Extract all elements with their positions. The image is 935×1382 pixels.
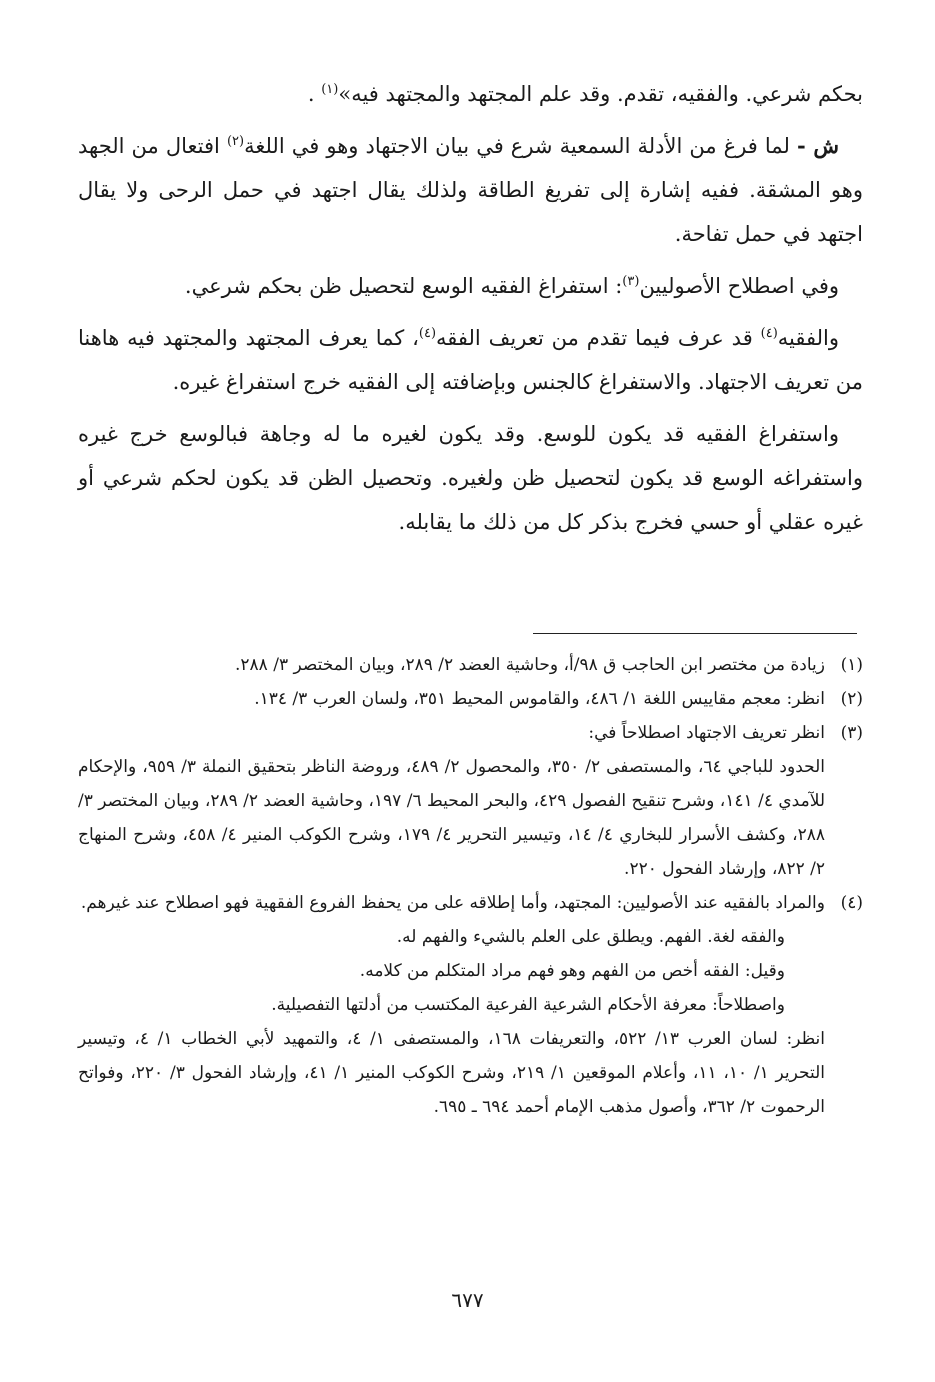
- footnotes: [78, 648, 863, 1124]
- footnote-4-line-3: واصطلاحاً: معرفة الأحكام الشرعية الفرعية المكتسب من أدلتها التفصيلية.: [271, 995, 785, 1015]
- footnote-ref-1: (١): [321, 82, 339, 97]
- footnote-number: (٤): [840, 893, 863, 913]
- footnote-ref-3: (٣): [622, 274, 640, 289]
- footnote-3: [78, 716, 863, 750]
- footnote-2: [78, 682, 863, 716]
- footnote-ref-2: (٢): [226, 134, 245, 149]
- footnote-ref-4a: (٤): [760, 326, 778, 341]
- footnote-4: [78, 886, 863, 920]
- paragraph-4: واستفراغ الفقيه قد يكون للوسع. وقد يكون لغيره ما له وجاهة فبالوسع خرج غيره واستفراغه الوسع قد يكون لتحصيل ظن ولغيره. وتحصيل الظن قد يكون لحكم شرعي أو غيره عقلي أو حسي فخرج بذكر كل من ذلك ما يقابله.: [78, 422, 863, 534]
- footnote-separator: [533, 633, 857, 634]
- main-text: [78, 72, 863, 552]
- footnote-4-line-2: وقيل: الفقه أخص من الفهم وهو فهم مراد المتكلم من كلامه.: [359, 961, 785, 981]
- paragraph-0: بحكم شرعي. والفقيه، تقدم. وقد علم المجتهد والمجتهد فيه»$^{(١)}$ .: [307, 82, 863, 106]
- footnote-text: والمراد بالفقيه عند الأصوليين: المجتهد، وأما إطلاقه على من يحفظ الفروع الفقهية فهو اصطلاح عند غيرهم.: [80, 893, 825, 913]
- footnote-number: (٢): [840, 689, 863, 709]
- footnote-text: انظر: معجم مقاييس اللغة ١/ ٤٨٦، والقاموس المحيط ٣٥١، ولسان العرب ٣/ ١٣٤.: [254, 689, 825, 709]
- footnote-number: (٣): [840, 723, 863, 743]
- footnote-text: انظر تعريف الاجتهاد اصطلاحاً في:: [588, 723, 825, 743]
- page-number: ٦٧٧: [451, 1288, 484, 1312]
- footnote-ref-4b: (٤): [418, 326, 437, 341]
- footnote-1: [78, 648, 863, 682]
- sharh-label: ش -: [796, 133, 839, 158]
- footnote-text: زيادة من مختصر ابن الحاجب ق ٩٨/أ، وحاشية العضد ٢/ ٢٨٩، وبيان المختصر ٣/ ٢٨٨.: [235, 655, 825, 675]
- footnote-4-references: انظر: لسان العرب ١٣/ ٥٢٢، والتعريفات ١٦٨، والمستصفى ١/ ٤، والتمهيد لأبي الخطاب ١/ ٤، وتيسير التحرير ١/ ١٠، ١١، وأعلام الموقعين ١/ ٢١٩، وشرح الكوكب المنير ١/ ٤١، وإرشاد الفحول ٣/ ٢٢٠، وفواتح الرحموت ٢/ ٣٦٢، وأصول مذهب الإمام أحمد ٦٩٤ ـ ٦٩٥.: [78, 1029, 826, 1117]
- footnote-4-line-1: والفقه لغة. الفهم. ويطلق على العلم بالشيء والفهم له.: [396, 927, 785, 947]
- paragraph-2: وفي اصطلاح الأصوليين$^{(٣)}$: استفراغ الفقيه الوسع لتحصيل ظن بحكم شرعي.: [184, 274, 839, 298]
- footnote-3-sources: الحدود للباجي ٦٤، والمستصفى ٢/ ٣٥٠، والمحصول ٢/ ٤٨٩، وروضة الناظر بتحقيق النملة ٣/ ٩٥٩، والإحكام للآمدي ٤/ ١٤١، وشرح تنقيح الفصول ٤٢٩، والبحر المحيط ٦/ ١٩٧، وحاشية العضد ٢/ ٢٨٩، وبيان المختصر ٣/ ٢٨٨، وكشف الأسرار للبخاري ٤/ ١٤، وتيسير التحرير ٤/ ١٧٩، وشرح الكوكب المنير ٤/ ٤٥٨، وشرح المنهاج ٢/ ٨٢٢، وإرشاد الفحول ٢٢٠.: [78, 757, 826, 879]
- footnote-number: (١): [840, 655, 863, 675]
- paragraph-1: ش - لما فرغ من الأدلة السمعية شرع في بيان الاجتهاد وهو في اللغة$^{(٢)}$ افتعال من الجهد وهو المشقة. ففيه إشارة إلى تفريغ الطاقة ولذلك يقال اجتهد في حمل الرحى ولا يقال اجتهد في حمل تفاحة.: [78, 133, 863, 246]
- paragraph-3: والفقيه$^{(٤)}$ قد عرف فيما تقدم من تعريف الفقه$^{(٤)}$، كما يعرف المجتهد والمجتهد فيه هاهنا من تعريف الاجتهاد. والاستفراغ كالجنس وبإضافته إلى الفقيه خرج استفراغ غيره.: [78, 326, 863, 394]
